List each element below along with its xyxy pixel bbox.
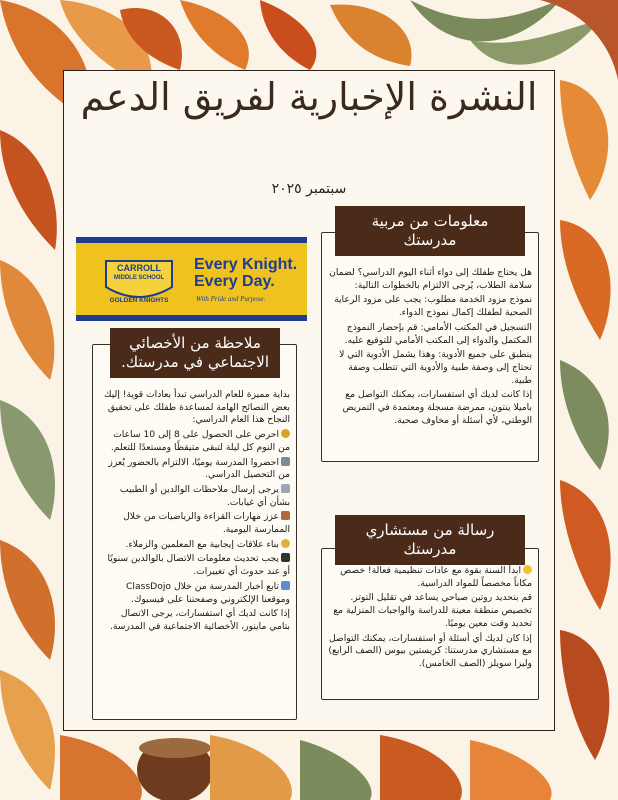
nurse-paragraph: إذا كانت لديك أي استفسارات، يمكنك التواصل مع باميلا ينتون، ممرضة مسجلة ومعتمدة في التمريض الوطني، لأي أسئلة أو مخاوف صحية. [342,389,532,426]
news-icon [281,581,290,590]
tip-text: احرص على الحصول على 8 إلى 10 ساعات من النوم كل ليلة لتبقى متيقظًا ومستعدًا للتعلم. [110,429,290,453]
tip-item [99,539,290,552]
tip-text: عزز مهارات القراءة والرياضيات من خلال الممارسة اليومية. [123,511,290,536]
leaf-left-side [0,130,57,790]
tip-item [99,457,290,482]
counselor-panel [321,548,539,700]
leaf-top-right-green [410,0,618,80]
nurse-section-header: معلومات من مربية مدرستك [335,206,525,256]
school-name-line1: CARROLL [117,263,161,273]
tip-text: بناء علاقات إيجابية مع المعلمين والزملاء. [125,538,279,550]
tip-item [99,581,290,606]
social-worker-intro: بداية مميزة للعام الدراسي تبدأ بعادات قوية! إليك بعض النصائح الهامة لمساعدة طفلك على تحقيق النجاح هذا العام الدراسي: [104,389,290,426]
nurse-paragraph: هل يحتاج طفلك إلى دواء أثناء اليوم الدراسي؟ لضمان سلامة الطلاب، يُرجى الالتزام بالخطوات التالية: [329,267,532,291]
sparkle-icon [523,565,532,574]
tip-text: تابع أخبار المدرسة من خلال ClassDojo وموقعنا الإلكتروني وصفحتنا على فيسبوك. [126,580,290,605]
school-name-line2: MIDDLE SCHOOL [113,275,165,281]
tip-item [99,429,290,454]
tip-item [99,553,290,578]
tip-item [99,484,290,509]
phone-icon [281,553,290,562]
counselor-paragraph [328,565,532,590]
nurse-paragraph: التسجيل في المكتب الأمامي: قم بإحضار النموذج المكتمل والدواء إلى المكتب الأمامي للتوقيع عليه. [344,321,532,346]
counselor-text: ابدأ السنة بقوة مع عادات تنظيمية فعالة! خصص مكاناً مخصصاً للمواد الدراسية. [340,565,532,589]
school-icon [281,457,290,466]
social-worker-section-header: ملاحظة من الأخصائي الاجتماعي في مدرستك. [110,328,280,378]
banner-motto: With Pride and Purpose. [196,295,266,303]
social-worker-panel [92,344,297,720]
tip-text: احضروا المدرسة يوميًا، الالتزام بالحضور يُعزز من التحصيل الدراسي. [108,456,290,481]
counselor-section-header: رسالة من مستشاري مدرستك [335,515,525,565]
moon-icon [281,429,290,438]
books-icon [281,511,290,520]
slogan-line1: Every Knight. [194,256,298,273]
counselor-paragraph: إذا كان لديك أي أسئلة أو استفسارات، يمكنك التواصل مع مستشاري مدرستنا: كريستين بيوس (الصف الرابع) وليزا سويلز (الصف الخامس). [328,632,532,669]
school-mascot: GOLDEN KNIGHTS [109,297,169,304]
note-icon [281,484,290,493]
tip-item [99,511,290,536]
nurse-paragraph: نموذج مزود الخدمة مطلوب: يجب على مزود الرعاية الصحية لطفلك إكمال نموذج الدواء. [334,294,532,319]
newsletter-title: النشرة الإخبارية لفريق الدعم [80,75,538,119]
leaf-bottom [60,735,552,800]
nurse-paragraph: ينطبق على جميع الأدوية: وهذا يشمل الأدوية التي لا تحتاج إلى وصفة طبية والأدوية التي تتطلب وصفة طبية. [339,349,532,386]
school-name [106,263,172,283]
newsletter-date: سبتمبر ٢٠٢٥ [271,181,347,197]
handshake-icon [281,539,290,548]
tip-text: يرجى إرسال ملاحظات الوالدين أو الطبيب بشأن أي غيابات. [119,483,290,508]
nurse-panel [321,232,539,462]
leaf-top-center-orange [180,0,412,70]
social-worker-closing: إذا كانت لديك أي استفسارات، يرجى الاتصال بتامي ماينور، الأخصائية الاجتماعية في المدرسة. [109,608,290,632]
counselor-paragraph: قم بتحديد روتين صباحي يساعد في تقليل التوتر. تخصيص منطقة معينة للدراسة والواجبات المنزلية مع تحديد وقت معين يوميًا. [333,592,532,629]
slogan-line2: Every Day. [194,273,275,290]
school-banner [76,237,307,321]
banner-slogan [194,256,297,290]
tip-text: يجب تحديث معلومات الاتصال بالوالدين سنويًا أو عند حدوث أي تغييرات. [107,553,290,578]
